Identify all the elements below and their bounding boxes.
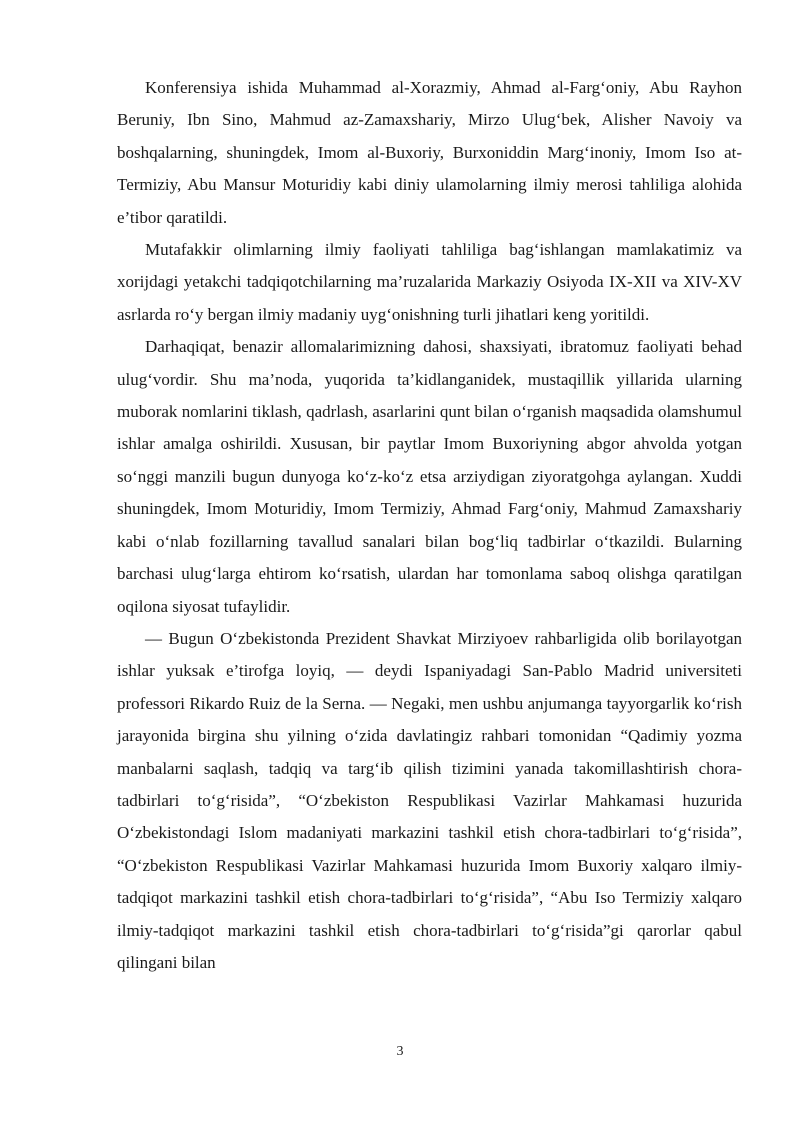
paragraph-conference: Konferensiya ishida Muhammad al-Xorazmiy, Ahmad al-Farg‘oniy, Abu Rayhon Beruniy, Ibn Sino, Mahmud az-Zamaxshariy, Mirzo Ulug‘bek, Alisher Navoiy va boshqalarning, shuningdek, Imom al-Buxoriy, Burxoniddin Marg‘inoniy, Imom Iso at-Termiziy, Abu Mansur Moturidiy kabi diniy ulamolarning ilmiy merosi tahliliga alohida e’tibor qaratildi. <box>117 78 742 227</box>
page-number: 3 <box>396 1044 404 1059</box>
document-page <box>117 72 742 979</box>
paragraph-legacy: Darhaqiqat, benazir allomalarimizning dahosi, shaxsiyati, ibratomuz faoliyati behad ulug‘vordir. Shu ma’noda, yuqorida ta’kidlanganidek, mustaqillik yillarida ularning muborak nomlarini tiklash, qadrlash, asarlarini qunt bilan o‘rganish maqsadida olamshumul ishlar amalga oshirildi. Xususan, bir paytlar Imom Buxoriyning abgor ahvolda yotgan so‘nggi manzili bugun dunyoga ko‘z-ko‘z etsa arziydigan ziyoratgohga aylangan. Xuddi shuningdek, Imom Moturidiy, Imom Termiziy, Ahmad Farg‘oniy, Mahmud Zamaxshariy kabi o‘nlab fozillarning tavallud sanalari bilan bog‘liq tadbirlar o‘tkazildi. Bularning barchasi ulug‘larga ehtirom ko‘rsatish, ulardan har tomonlama saboq olishga qaratilgan oqilona siyosat tufaylidir. <box>117 337 742 616</box>
paragraph-quote: — Bugun O‘zbekistonda Prezident Shavkat Mirziyoev rahbarligida olib borilayotgan ishlar yuksak e’tirofga loyiq, — deydi Ispaniyadagi San-Pablo Madrid universiteti professori Rikardo Ruiz de la Serna. — Negaki, men ushbu anjumanga tayyorgarlik ko‘rish jarayonida birgina shu yilning o‘zida davlatingiz rahbari tomonidan “Qadimiy yozma manbalarni saqlash, tadqiq va targ‘ib qilish tizimini yanada takomillashtirish chora-tadbirlari to‘g‘risida”, “O‘zbekiston Respublikasi Vazirlar Mahkamasi huzurida O‘zbekistondagi Islom madaniyati markazini tashkil etish chora-tadbirlari to‘g‘risida”, “O‘zbekiston Respublikasi Vazirlar Mahkamasi huzurida Imom Buxoriy xalqaro ilmiy-tadqiqot markazini tashkil etish chora-tadbirlari to‘g‘risida”, “Abu Iso Termiziy xalqaro ilmiy-tadqiqot markazini tashkil etish chora-tadbirlari to‘g‘risida”gi qarorlar qabul qilingani bilan <box>117 628 742 972</box>
paragraph-research: Mutafakkir olimlarning ilmiy faoliyati tahliliga bag‘ishlangan mamlakatimiz va xorijdagi yetakchi tadqiqotchilarning ma’ruzalarida Markaziy Osiyoda IX-XII va XIV-XV asrlarda ro‘y bergan ilmiy madaniy uyg‘onishning turli jihatlari keng yoritildi. <box>117 240 742 324</box>
